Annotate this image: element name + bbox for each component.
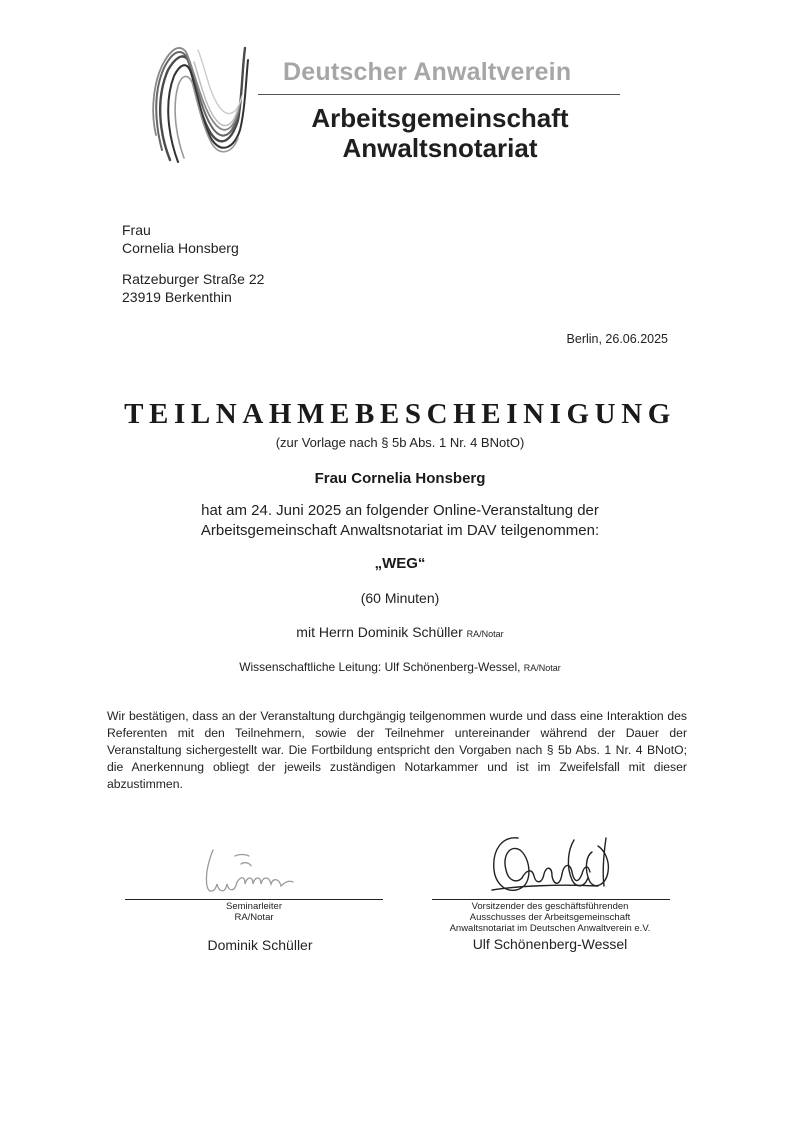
attendance-line1: hat am 24. Juni 2025 an folgender Online-Veranstaltung der	[201, 502, 599, 519]
certificate-title: TEILNAHMEBESCHEINIGUNG	[124, 398, 676, 430]
signature-left-name: Dominik Schüller	[207, 937, 313, 953]
signature-right-role	[430, 901, 670, 934]
signature-left-line	[125, 899, 383, 900]
recipient-city: 23919 Berkenthin	[122, 289, 232, 305]
signature-left-role2: RA/Notar	[234, 912, 274, 923]
attendance-statement	[0, 501, 800, 541]
org-subtitle-line1: Arbeitsgemeinschaft	[311, 103, 569, 133]
signature-right-role1: Vorsitzender des geschäftsführenden	[471, 901, 629, 912]
recipient-address	[122, 270, 264, 306]
signature-left-role	[195, 901, 313, 923]
signature-right-role2: Ausschusses der Arbeitsgemeinschaft	[469, 912, 631, 923]
recipient-street: Ratzeburger Straße 22	[122, 271, 265, 287]
attendance-line2: Arbeitsgemeinschaft Anwaltsnotariat im DAV teilgenommen:	[200, 522, 600, 539]
signature-right-name: Ulf Schönenberg-Wessel	[472, 936, 628, 952]
recipient-block	[122, 221, 239, 257]
speaker-text: mit Herrn Dominik Schüller	[296, 624, 463, 640]
scientific-lead-line	[0, 660, 800, 674]
signature-right-image	[488, 830, 618, 902]
org-subtitle-line2: Anwaltsnotariat	[342, 133, 538, 163]
speaker-line	[0, 624, 800, 640]
signature-right-role3: Anwaltsnotariat im Deutschen Anwaltverein e.V.	[449, 923, 651, 934]
speaker-title: RA/Notar	[466, 629, 504, 639]
event-title: „WEG“	[374, 555, 426, 572]
signature-left-image	[195, 842, 300, 897]
scientific-lead-title: RA/Notar	[523, 663, 561, 673]
confirmation-paragraph: Wir bestätigen, dass an der Veranstaltung durchgängig teilgenommen wurde und dass eine Interaktion des Referenten mit den Teilnehmern, sowie der Teilnehmer untereinander während der Dauer der Veranstaltung sichergestellt war. Die Fortbildung entspricht den Vorgaben nach § 5b Abs. 1 Nr. 4 BNotO; die Anerkennung obliegt der jeweils zuständigen Notarkammer und ist im Zweifelsfall mit dieser abzustimmen.	[107, 709, 687, 791]
dav-logo-icon	[150, 40, 250, 165]
event-duration: (60 Minuten)	[360, 590, 440, 606]
header-divider	[258, 94, 620, 95]
org-subtitle	[290, 103, 590, 163]
signature-left-role1: Seminarleiter	[226, 901, 282, 912]
letter-date: Berlin, 26.06.2025	[566, 332, 668, 346]
recipient-name: Cornelia Honsberg	[122, 240, 239, 256]
signature-right-line	[432, 899, 670, 900]
scientific-lead-text: Wissenschaftliche Leitung: Ulf Schönenberg-Wessel,	[239, 660, 521, 674]
recipient-salutation: Frau	[122, 222, 151, 238]
org-name: Deutscher Anwaltverein	[283, 58, 572, 86]
participant-name: Frau Cornelia Honsberg	[314, 470, 486, 487]
certificate-subtitle: (zur Vorlage nach § 5b Abs. 1 Nr. 4 BNotO)	[275, 435, 525, 450]
